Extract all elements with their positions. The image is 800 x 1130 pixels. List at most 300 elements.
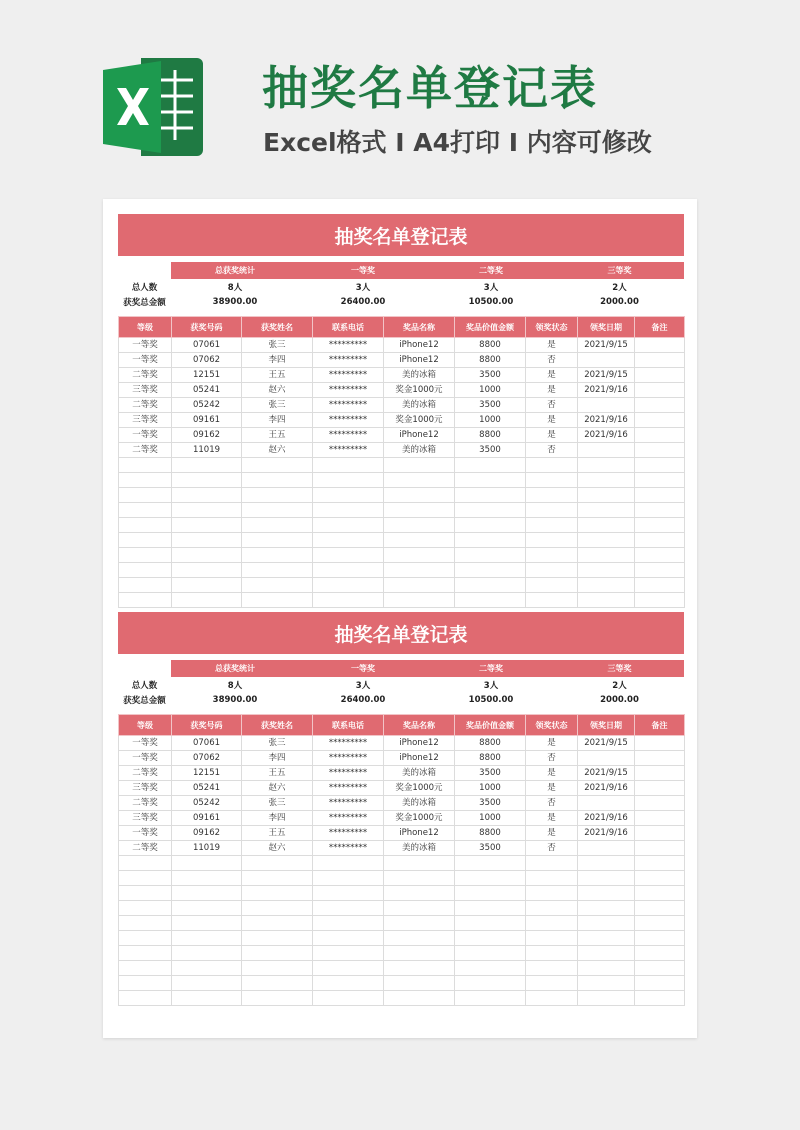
empty-cell[interactable] xyxy=(384,458,455,473)
empty-cell[interactable] xyxy=(526,533,578,548)
empty-cell[interactable] xyxy=(384,503,455,518)
table-cell[interactable]: 否 xyxy=(526,398,578,413)
table-cell[interactable]: 一等奖 xyxy=(119,736,172,751)
table-cell[interactable]: iPhone12 xyxy=(384,736,455,751)
empty-cell[interactable] xyxy=(242,578,313,593)
empty-cell[interactable] xyxy=(578,961,635,976)
table-cell[interactable]: 2021/9/16 xyxy=(578,781,635,796)
empty-cell[interactable] xyxy=(526,946,578,961)
empty-cell[interactable] xyxy=(313,961,384,976)
table-cell[interactable]: 8800 xyxy=(455,751,526,766)
empty-cell[interactable] xyxy=(578,518,635,533)
empty-cell[interactable] xyxy=(635,503,685,518)
empty-cell[interactable] xyxy=(578,856,635,871)
empty-cell[interactable] xyxy=(384,901,455,916)
empty-cell[interactable] xyxy=(313,488,384,503)
empty-cell[interactable] xyxy=(384,916,455,931)
empty-cell[interactable] xyxy=(578,548,635,563)
table-cell[interactable]: 王五 xyxy=(242,826,313,841)
table-cell[interactable] xyxy=(578,443,635,458)
table-cell[interactable] xyxy=(578,751,635,766)
empty-cell[interactable] xyxy=(635,578,685,593)
empty-cell[interactable] xyxy=(455,548,526,563)
empty-cell[interactable] xyxy=(578,886,635,901)
empty-cell[interactable] xyxy=(455,886,526,901)
table-cell[interactable]: 2021/9/15 xyxy=(578,368,635,383)
table-cell[interactable]: 一等奖 xyxy=(119,353,172,368)
empty-cell[interactable] xyxy=(119,901,172,916)
empty-cell[interactable] xyxy=(455,488,526,503)
empty-cell[interactable] xyxy=(313,871,384,886)
empty-cell[interactable] xyxy=(119,578,172,593)
table-cell[interactable]: 是 xyxy=(526,766,578,781)
table-cell[interactable]: 赵六 xyxy=(242,383,313,398)
table-cell[interactable]: 赵六 xyxy=(242,841,313,856)
table-cell[interactable]: ********* xyxy=(313,428,384,443)
table-cell[interactable]: 07061 xyxy=(172,736,242,751)
empty-cell[interactable] xyxy=(455,578,526,593)
table-cell[interactable]: 3500 xyxy=(455,398,526,413)
table-cell[interactable] xyxy=(635,841,685,856)
empty-cell[interactable] xyxy=(313,991,384,1006)
empty-cell[interactable] xyxy=(119,991,172,1006)
empty-cell[interactable] xyxy=(526,578,578,593)
empty-cell[interactable] xyxy=(119,503,172,518)
empty-cell[interactable] xyxy=(172,931,242,946)
empty-cell[interactable] xyxy=(119,533,172,548)
empty-cell[interactable] xyxy=(119,458,172,473)
empty-cell[interactable] xyxy=(455,871,526,886)
table-cell[interactable] xyxy=(635,811,685,826)
empty-cell[interactable] xyxy=(635,563,685,578)
empty-cell[interactable] xyxy=(578,931,635,946)
empty-cell[interactable] xyxy=(242,488,313,503)
empty-cell[interactable] xyxy=(635,991,685,1006)
empty-cell[interactable] xyxy=(242,961,313,976)
empty-cell[interactable] xyxy=(313,578,384,593)
table-cell[interactable]: 一等奖 xyxy=(119,338,172,353)
table-cell[interactable]: 05242 xyxy=(172,796,242,811)
empty-cell[interactable] xyxy=(172,916,242,931)
empty-cell[interactable] xyxy=(119,886,172,901)
table-cell[interactable]: 2021/9/16 xyxy=(578,811,635,826)
empty-cell[interactable] xyxy=(313,518,384,533)
table-cell[interactable]: iPhone12 xyxy=(384,338,455,353)
empty-cell[interactable] xyxy=(578,473,635,488)
table-cell[interactable]: 3500 xyxy=(455,443,526,458)
empty-cell[interactable] xyxy=(313,946,384,961)
empty-cell[interactable] xyxy=(455,533,526,548)
table-cell[interactable]: 1000 xyxy=(455,781,526,796)
empty-cell[interactable] xyxy=(242,976,313,991)
empty-cell[interactable] xyxy=(455,931,526,946)
table-cell[interactable]: 07062 xyxy=(172,751,242,766)
table-cell[interactable]: 否 xyxy=(526,796,578,811)
empty-cell[interactable] xyxy=(172,488,242,503)
empty-cell[interactable] xyxy=(578,916,635,931)
empty-cell[interactable] xyxy=(242,886,313,901)
table-cell[interactable]: 二等奖 xyxy=(119,443,172,458)
table-cell[interactable]: ********* xyxy=(313,766,384,781)
table-cell[interactable]: 09161 xyxy=(172,811,242,826)
table-cell[interactable]: 美的冰箱 xyxy=(384,368,455,383)
empty-cell[interactable] xyxy=(172,991,242,1006)
empty-cell[interactable] xyxy=(526,976,578,991)
empty-cell[interactable] xyxy=(384,931,455,946)
table-cell[interactable]: 李四 xyxy=(242,353,313,368)
empty-cell[interactable] xyxy=(635,548,685,563)
empty-cell[interactable] xyxy=(578,533,635,548)
empty-cell[interactable] xyxy=(455,503,526,518)
table-cell[interactable]: 8800 xyxy=(455,428,526,443)
table-cell[interactable]: 一等奖 xyxy=(119,428,172,443)
table-cell[interactable]: 2021/9/16 xyxy=(578,413,635,428)
empty-cell[interactable] xyxy=(455,593,526,608)
empty-cell[interactable] xyxy=(242,991,313,1006)
empty-cell[interactable] xyxy=(242,916,313,931)
empty-cell[interactable] xyxy=(635,533,685,548)
empty-cell[interactable] xyxy=(172,458,242,473)
table-cell[interactable] xyxy=(635,766,685,781)
table-cell[interactable]: 否 xyxy=(526,841,578,856)
empty-cell[interactable] xyxy=(313,593,384,608)
table-cell[interactable]: 1000 xyxy=(455,811,526,826)
empty-cell[interactable] xyxy=(172,533,242,548)
table-cell[interactable] xyxy=(635,443,685,458)
table-cell[interactable]: 美的冰箱 xyxy=(384,841,455,856)
table-cell[interactable]: 赵六 xyxy=(242,443,313,458)
table-cell[interactable]: ********* xyxy=(313,398,384,413)
table-cell[interactable] xyxy=(635,736,685,751)
empty-cell[interactable] xyxy=(313,856,384,871)
empty-cell[interactable] xyxy=(313,563,384,578)
empty-cell[interactable] xyxy=(119,931,172,946)
table-cell[interactable]: 3500 xyxy=(455,368,526,383)
empty-cell[interactable] xyxy=(455,916,526,931)
empty-cell[interactable] xyxy=(526,563,578,578)
empty-cell[interactable] xyxy=(384,856,455,871)
table-cell[interactable]: 否 xyxy=(526,353,578,368)
table-cell[interactable]: 奖金1000元 xyxy=(384,383,455,398)
empty-cell[interactable] xyxy=(384,886,455,901)
table-cell[interactable]: iPhone12 xyxy=(384,428,455,443)
table-cell[interactable]: 8800 xyxy=(455,826,526,841)
empty-cell[interactable] xyxy=(384,563,455,578)
empty-cell[interactable] xyxy=(578,871,635,886)
table-cell[interactable]: 11019 xyxy=(172,841,242,856)
empty-cell[interactable] xyxy=(526,931,578,946)
empty-cell[interactable] xyxy=(242,563,313,578)
table-cell[interactable]: ********* xyxy=(313,368,384,383)
table-cell[interactable]: 是 xyxy=(526,338,578,353)
table-cell[interactable]: 奖金1000元 xyxy=(384,781,455,796)
table-cell[interactable]: 否 xyxy=(526,443,578,458)
table-cell[interactable]: 美的冰箱 xyxy=(384,766,455,781)
empty-cell[interactable] xyxy=(384,518,455,533)
empty-cell[interactable] xyxy=(455,856,526,871)
empty-cell[interactable] xyxy=(384,473,455,488)
empty-cell[interactable] xyxy=(242,458,313,473)
empty-cell[interactable] xyxy=(635,886,685,901)
table-cell[interactable]: 是 xyxy=(526,383,578,398)
empty-cell[interactable] xyxy=(313,901,384,916)
empty-cell[interactable] xyxy=(526,488,578,503)
empty-cell[interactable] xyxy=(172,593,242,608)
table-cell[interactable]: iPhone12 xyxy=(384,353,455,368)
table-cell[interactable]: 05241 xyxy=(172,383,242,398)
empty-cell[interactable] xyxy=(119,488,172,503)
table-cell[interactable]: 奖金1000元 xyxy=(384,811,455,826)
empty-cell[interactable] xyxy=(313,886,384,901)
empty-cell[interactable] xyxy=(119,518,172,533)
table-cell[interactable]: 三等奖 xyxy=(119,413,172,428)
table-cell[interactable]: 张三 xyxy=(242,796,313,811)
empty-cell[interactable] xyxy=(455,976,526,991)
table-cell[interactable]: 是 xyxy=(526,368,578,383)
table-cell[interactable]: 8800 xyxy=(455,736,526,751)
empty-cell[interactable] xyxy=(526,503,578,518)
table-cell[interactable]: 2021/9/15 xyxy=(578,766,635,781)
table-cell[interactable]: 张三 xyxy=(242,398,313,413)
empty-cell[interactable] xyxy=(384,488,455,503)
empty-cell[interactable] xyxy=(635,518,685,533)
empty-cell[interactable] xyxy=(526,458,578,473)
table-cell[interactable]: 09162 xyxy=(172,826,242,841)
table-cell[interactable]: 二等奖 xyxy=(119,368,172,383)
table-cell[interactable]: 美的冰箱 xyxy=(384,398,455,413)
empty-cell[interactable] xyxy=(242,871,313,886)
empty-cell[interactable] xyxy=(455,563,526,578)
empty-cell[interactable] xyxy=(578,458,635,473)
table-cell[interactable]: iPhone12 xyxy=(384,826,455,841)
empty-cell[interactable] xyxy=(578,578,635,593)
empty-cell[interactable] xyxy=(172,518,242,533)
table-cell[interactable]: 11019 xyxy=(172,443,242,458)
empty-cell[interactable] xyxy=(635,931,685,946)
table-cell[interactable]: 2021/9/16 xyxy=(578,428,635,443)
empty-cell[interactable] xyxy=(526,871,578,886)
table-cell[interactable]: 8800 xyxy=(455,353,526,368)
table-cell[interactable]: ********* xyxy=(313,383,384,398)
empty-cell[interactable] xyxy=(526,886,578,901)
empty-cell[interactable] xyxy=(578,991,635,1006)
empty-cell[interactable] xyxy=(635,901,685,916)
empty-cell[interactable] xyxy=(119,548,172,563)
table-cell[interactable]: 3500 xyxy=(455,841,526,856)
empty-cell[interactable] xyxy=(172,548,242,563)
empty-cell[interactable] xyxy=(242,593,313,608)
empty-cell[interactable] xyxy=(455,901,526,916)
table-cell[interactable]: ********* xyxy=(313,751,384,766)
empty-cell[interactable] xyxy=(455,991,526,1006)
empty-cell[interactable] xyxy=(526,901,578,916)
empty-cell[interactable] xyxy=(526,856,578,871)
empty-cell[interactable] xyxy=(635,946,685,961)
empty-cell[interactable] xyxy=(635,488,685,503)
empty-cell[interactable] xyxy=(313,533,384,548)
table-cell[interactable]: 李四 xyxy=(242,751,313,766)
table-cell[interactable]: 07061 xyxy=(172,338,242,353)
table-cell[interactable] xyxy=(578,353,635,368)
empty-cell[interactable] xyxy=(384,548,455,563)
table-cell[interactable]: ********* xyxy=(313,443,384,458)
empty-cell[interactable] xyxy=(172,856,242,871)
empty-cell[interactable] xyxy=(313,473,384,488)
empty-cell[interactable] xyxy=(242,518,313,533)
table-cell[interactable] xyxy=(635,428,685,443)
table-cell[interactable]: 是 xyxy=(526,811,578,826)
empty-cell[interactable] xyxy=(119,856,172,871)
empty-cell[interactable] xyxy=(119,473,172,488)
table-cell[interactable]: 三等奖 xyxy=(119,811,172,826)
table-cell[interactable]: 2021/9/15 xyxy=(578,736,635,751)
table-cell[interactable]: 一等奖 xyxy=(119,751,172,766)
table-cell[interactable]: ********* xyxy=(313,736,384,751)
table-cell[interactable]: 1000 xyxy=(455,413,526,428)
empty-cell[interactable] xyxy=(578,946,635,961)
empty-cell[interactable] xyxy=(172,976,242,991)
table-cell[interactable]: 美的冰箱 xyxy=(384,443,455,458)
table-cell[interactable]: 王五 xyxy=(242,766,313,781)
empty-cell[interactable] xyxy=(455,946,526,961)
table-cell[interactable]: 一等奖 xyxy=(119,826,172,841)
empty-cell[interactable] xyxy=(242,931,313,946)
empty-cell[interactable] xyxy=(384,533,455,548)
table-cell[interactable]: 张三 xyxy=(242,338,313,353)
empty-cell[interactable] xyxy=(635,856,685,871)
table-cell[interactable]: 3500 xyxy=(455,796,526,811)
empty-cell[interactable] xyxy=(526,473,578,488)
empty-cell[interactable] xyxy=(313,976,384,991)
table-cell[interactable]: ********* xyxy=(313,353,384,368)
table-cell[interactable]: 12151 xyxy=(172,368,242,383)
empty-cell[interactable] xyxy=(578,488,635,503)
table-cell[interactable] xyxy=(578,841,635,856)
empty-cell[interactable] xyxy=(635,458,685,473)
table-cell[interactable] xyxy=(635,368,685,383)
empty-cell[interactable] xyxy=(578,593,635,608)
empty-cell[interactable] xyxy=(313,548,384,563)
table-cell[interactable]: 王五 xyxy=(242,368,313,383)
table-cell[interactable] xyxy=(635,413,685,428)
empty-cell[interactable] xyxy=(635,976,685,991)
empty-cell[interactable] xyxy=(313,931,384,946)
table-cell[interactable]: ********* xyxy=(313,796,384,811)
empty-cell[interactable] xyxy=(172,961,242,976)
table-cell[interactable]: 是 xyxy=(526,781,578,796)
table-cell[interactable]: 美的冰箱 xyxy=(384,796,455,811)
empty-cell[interactable] xyxy=(578,976,635,991)
empty-cell[interactable] xyxy=(172,946,242,961)
table-cell[interactable] xyxy=(635,796,685,811)
table-cell[interactable]: ********* xyxy=(313,841,384,856)
empty-cell[interactable] xyxy=(172,578,242,593)
empty-cell[interactable] xyxy=(635,473,685,488)
table-cell[interactable] xyxy=(635,398,685,413)
table-cell[interactable]: 3500 xyxy=(455,766,526,781)
table-cell[interactable] xyxy=(635,383,685,398)
table-cell[interactable] xyxy=(578,398,635,413)
empty-cell[interactable] xyxy=(313,916,384,931)
table-cell[interactable] xyxy=(635,353,685,368)
empty-cell[interactable] xyxy=(526,548,578,563)
table-cell[interactable] xyxy=(635,781,685,796)
table-cell[interactable]: 05241 xyxy=(172,781,242,796)
empty-cell[interactable] xyxy=(313,503,384,518)
empty-cell[interactable] xyxy=(635,961,685,976)
empty-cell[interactable] xyxy=(242,901,313,916)
empty-cell[interactable] xyxy=(578,503,635,518)
table-cell[interactable]: ********* xyxy=(313,811,384,826)
table-cell[interactable]: 二等奖 xyxy=(119,796,172,811)
empty-cell[interactable] xyxy=(384,593,455,608)
empty-cell[interactable] xyxy=(119,871,172,886)
empty-cell[interactable] xyxy=(119,976,172,991)
empty-cell[interactable] xyxy=(242,503,313,518)
empty-cell[interactable] xyxy=(526,991,578,1006)
table-cell[interactable] xyxy=(578,796,635,811)
table-cell[interactable]: ********* xyxy=(313,826,384,841)
empty-cell[interactable] xyxy=(526,916,578,931)
empty-cell[interactable] xyxy=(242,856,313,871)
table-cell[interactable]: 赵六 xyxy=(242,781,313,796)
table-cell[interactable] xyxy=(635,338,685,353)
table-cell[interactable] xyxy=(635,751,685,766)
empty-cell[interactable] xyxy=(242,533,313,548)
empty-cell[interactable] xyxy=(172,901,242,916)
empty-cell[interactable] xyxy=(526,593,578,608)
empty-cell[interactable] xyxy=(242,473,313,488)
empty-cell[interactable] xyxy=(172,503,242,518)
empty-cell[interactable] xyxy=(635,593,685,608)
empty-cell[interactable] xyxy=(526,518,578,533)
empty-cell[interactable] xyxy=(384,946,455,961)
table-cell[interactable]: ********* xyxy=(313,781,384,796)
table-cell[interactable]: 05242 xyxy=(172,398,242,413)
table-cell[interactable] xyxy=(635,826,685,841)
empty-cell[interactable] xyxy=(635,916,685,931)
table-cell[interactable]: ********* xyxy=(313,413,384,428)
table-cell[interactable]: 07062 xyxy=(172,353,242,368)
empty-cell[interactable] xyxy=(119,593,172,608)
empty-cell[interactable] xyxy=(455,458,526,473)
table-cell[interactable]: 张三 xyxy=(242,736,313,751)
table-cell[interactable]: 09162 xyxy=(172,428,242,443)
table-cell[interactable]: 是 xyxy=(526,428,578,443)
empty-cell[interactable] xyxy=(384,976,455,991)
table-cell[interactable]: 2021/9/15 xyxy=(578,338,635,353)
table-cell[interactable]: 12151 xyxy=(172,766,242,781)
table-cell[interactable]: 1000 xyxy=(455,383,526,398)
table-cell[interactable]: 是 xyxy=(526,736,578,751)
table-cell[interactable]: 李四 xyxy=(242,811,313,826)
empty-cell[interactable] xyxy=(384,578,455,593)
table-cell[interactable]: 否 xyxy=(526,751,578,766)
empty-cell[interactable] xyxy=(313,458,384,473)
empty-cell[interactable] xyxy=(578,563,635,578)
empty-cell[interactable] xyxy=(455,473,526,488)
empty-cell[interactable] xyxy=(172,886,242,901)
empty-cell[interactable] xyxy=(119,946,172,961)
empty-cell[interactable] xyxy=(242,946,313,961)
table-cell[interactable]: 8800 xyxy=(455,338,526,353)
table-cell[interactable]: 三等奖 xyxy=(119,383,172,398)
empty-cell[interactable] xyxy=(384,961,455,976)
empty-cell[interactable] xyxy=(578,901,635,916)
table-cell[interactable]: 二等奖 xyxy=(119,398,172,413)
empty-cell[interactable] xyxy=(635,871,685,886)
table-cell[interactable]: ********* xyxy=(313,338,384,353)
